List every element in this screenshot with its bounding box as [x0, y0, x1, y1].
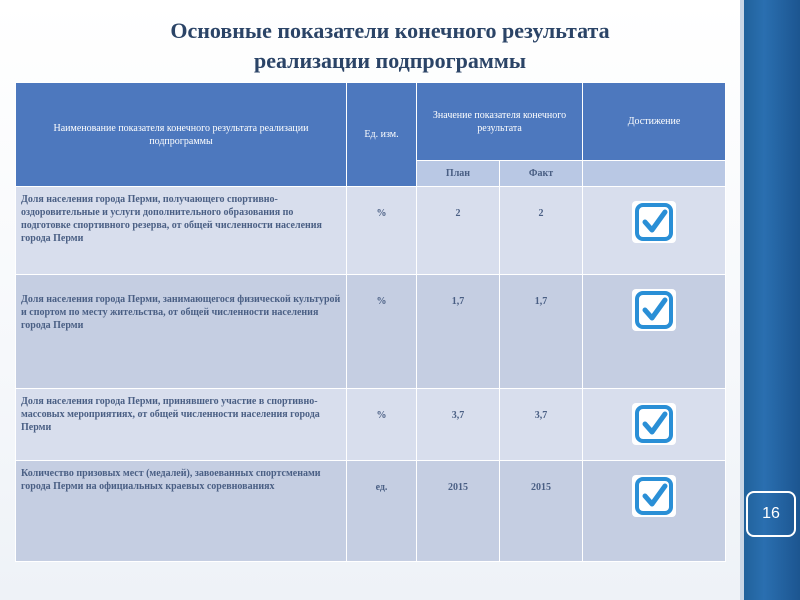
row-achievement [583, 461, 726, 562]
header-indicator-value: Значение показателя конечного результата [417, 83, 583, 161]
table-row [16, 275, 726, 389]
header-plan: План [417, 161, 500, 187]
row-plan-value: 2 [417, 187, 500, 275]
header-unit: Ед. изм. [347, 83, 417, 187]
row-indicator-name: Доля населения города Перми, занимающегося физической культурой и спортом по месту жительства, от общей численности населения города Перми [16, 275, 347, 389]
slide-title-line-1: Основные показатели конечного результата [170, 18, 610, 43]
row-achievement [583, 187, 726, 275]
kpi-table-body [16, 187, 726, 562]
row-unit: % [347, 275, 417, 389]
row-fact-value: 2015 [500, 461, 583, 562]
kpi-table [15, 82, 726, 562]
checkbox-checked-icon [632, 475, 676, 517]
row-unit: % [347, 187, 417, 275]
header-indicator-name: Наименование показателя конечного результата реализации подпрограммы [16, 83, 347, 187]
table-row [16, 461, 726, 562]
slide-title [40, 16, 740, 76]
checkbox-checked-icon [632, 403, 676, 445]
row-plan-value: 3,7 [417, 389, 500, 461]
row-indicator-name: Доля населения города Перми, получающего спортивно-оздоровительные и услуги дополнительного образования по подготовке спортивного резерва, от общей численности населения города Перми [16, 187, 347, 275]
checkbox-checked-icon [632, 201, 676, 243]
checkbox-checked-icon [632, 289, 676, 331]
table-row [16, 389, 726, 461]
header-achievement-sub [583, 161, 726, 187]
row-fact-value: 3,7 [500, 389, 583, 461]
header-fact: Факт [500, 161, 583, 187]
row-indicator-name: Количество призовых мест (медалей), завоеванных спортсменами города Перми на официальных краевых соревнованиях [16, 461, 347, 562]
row-plan-value: 2015 [417, 461, 500, 562]
table-row [16, 187, 726, 275]
row-fact-value: 2 [500, 187, 583, 275]
row-fact-value: 1,7 [500, 275, 583, 389]
row-plan-value: 1,7 [417, 275, 500, 389]
row-achievement [583, 275, 726, 389]
row-indicator-name: Доля населения города Перми, принявшего участие в спортивно-массовых мероприятиях, от общей численности населения города Перми [16, 389, 347, 461]
page-number: 16 [746, 491, 796, 537]
row-achievement [583, 389, 726, 461]
header-achievement: Достижение [583, 83, 726, 161]
slide-title-line-2: реализации подпрограммы [253, 48, 527, 73]
row-unit: ед. [347, 461, 417, 562]
row-unit: % [347, 389, 417, 461]
